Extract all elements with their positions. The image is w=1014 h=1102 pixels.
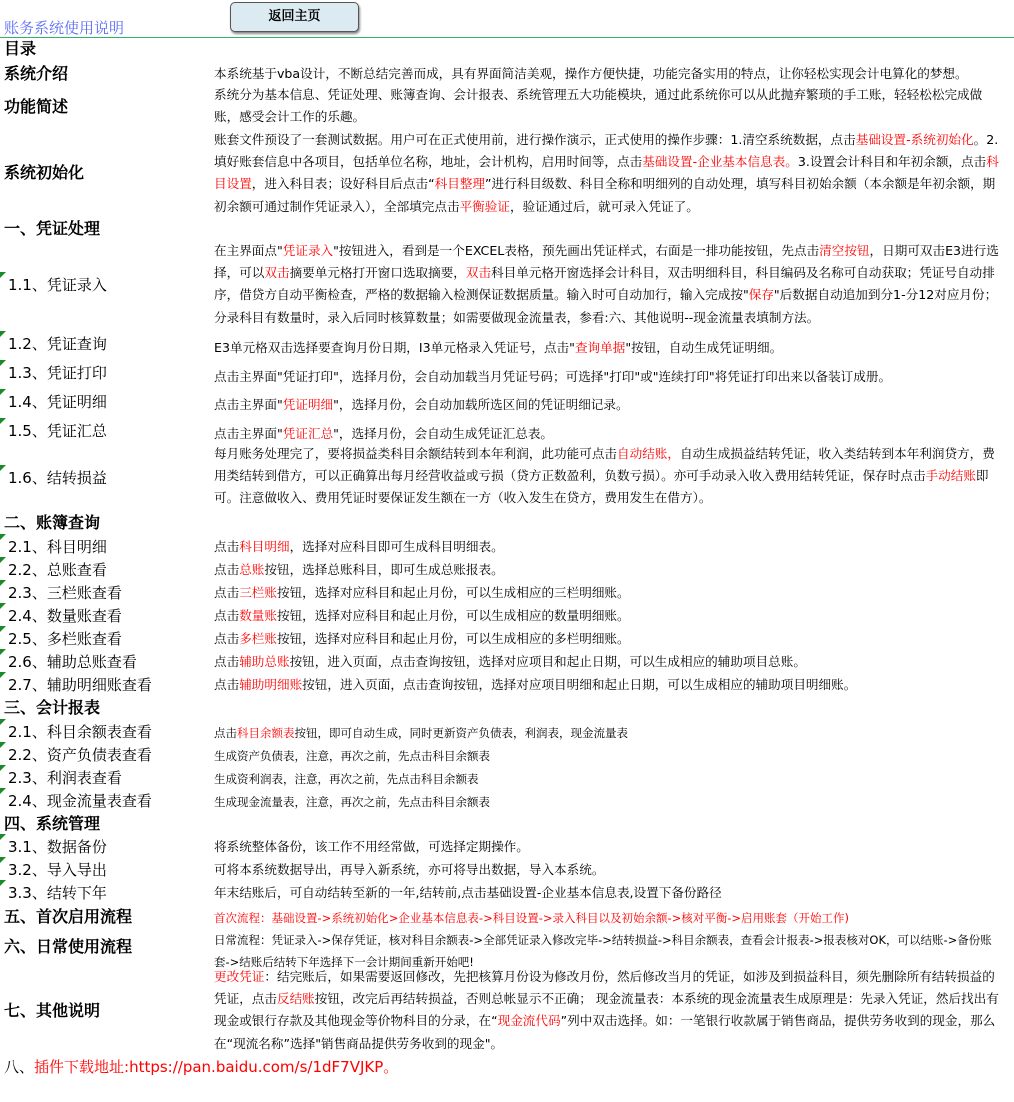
subsection-label: 2.3、三栏账查看 xyxy=(8,584,122,602)
text-segment: E3单元格双击选择要查询月份日期，I3单元格录入凭证号，点击" xyxy=(214,340,575,355)
text-segment: ”列中双击选择。如：一笔银行收款属于销售商品，提供劳务收到的现金，那么在“现流名称”选择"销售商品提供劳务收到的现金"。 xyxy=(214,1013,996,1051)
subsection-label: 2.7、辅助明细账查看 xyxy=(8,676,152,694)
description-text xyxy=(214,443,1004,510)
text-segment: 点击 xyxy=(214,539,240,554)
description-text xyxy=(214,791,1004,813)
text-segment: 科目单元格开窗选择会计科目，双击明细科目，科目编码及名称可自动获取；凭证号自动排序，借贷方自动平衡检查，严格的数据输入检测保证数据质量。输入时可自动加行，输入完成按" xyxy=(214,265,995,303)
text-segment: 生成资产负债表，注意，再次之前，先点击科目余额表 xyxy=(214,749,490,763)
section-heading: 七、其他说明 xyxy=(4,1001,101,1020)
description-text xyxy=(214,559,1004,581)
text-segment: 即可。注意做收入、费用凭证时要保证发生额在一方（收入发生在贷方，费用发生在借方）。 xyxy=(214,468,989,506)
highlighted-term: 自动结账， xyxy=(617,446,680,461)
download-link-row xyxy=(4,1056,398,1077)
highlighted-term: 反结账 xyxy=(276,991,315,1007)
highlighted-term: 现金流代码 xyxy=(497,1013,561,1029)
text-segment: 点击 xyxy=(214,631,240,646)
subsection-label: 2.2、总账查看 xyxy=(8,561,107,579)
text-segment: 在主界面点" xyxy=(214,243,283,258)
text-segment: 点击 xyxy=(214,608,240,623)
text-segment: 将系统整体备份，该工作不用经常做，可选择定期操作。 xyxy=(214,839,529,854)
description-text xyxy=(214,337,1004,359)
text-segment: 可将本系统数据导出，再导入新系统，亦可将导出数据，导入本系统。 xyxy=(214,862,605,877)
text-segment: 按钮，改完后再结转损益，否则总帐显示不正确； 现金流量表：本系统的现金流量表生成原理是：先录入凭证，然后找出有现金或银行存款及其他现金等价物科目的分录，在“ xyxy=(214,991,999,1029)
subsection-label: 1.6、结转损益 xyxy=(8,469,107,487)
text-segment: 按钮，进入页面，点击查询按钮，选择对应项目和起止日期，可以生成相应的辅助项目总账。 xyxy=(289,654,806,669)
text-segment: 自动生成损益结转凭证，收入类结转到本年利润贷方，费用类结转到借方，可以正确算出每月经营收益或亏损（贷方正数盈利，负数亏损）。亦可手动录入收入费用结转凭证，保存时点击 xyxy=(214,446,995,484)
highlighted-term: 科目设置 xyxy=(214,154,999,192)
subsection-label: 3.3、结转下年 xyxy=(8,884,107,902)
description-text xyxy=(214,966,1004,1055)
description-text xyxy=(214,882,1004,904)
section-heading: 四、系统管理 xyxy=(4,814,101,833)
section-heading: 系统初始化 xyxy=(4,163,85,182)
section-heading: 二、账簿查询 xyxy=(4,513,101,532)
highlighted-term: 基础设置-企业基本信息表。 xyxy=(642,154,798,170)
highlighted-term: 清空按钮 xyxy=(819,243,870,258)
highlighted-term: 科目整理 xyxy=(434,176,485,192)
section-heading: 六、日常使用流程 xyxy=(4,937,133,956)
subsection-label: 1.1、凭证录入 xyxy=(8,276,107,294)
section-heading: 系统介绍 xyxy=(4,64,69,83)
subsection-label: 2.4、现金流量表查看 xyxy=(8,792,152,810)
document-title: 账务系统使用说明 xyxy=(4,19,125,37)
description-text xyxy=(214,240,1004,329)
text-segment: 摘要单元格打开窗口选取摘要， xyxy=(289,265,466,281)
text-segment: 按钮，选择总账科目，即可生成总账报表。 xyxy=(264,562,504,577)
text-segment: 3.设置会计科目和年初余额，点击 xyxy=(797,154,987,170)
subsection-label: 2.6、辅助总账查看 xyxy=(8,653,137,671)
highlighted-term: 双击 xyxy=(465,265,492,281)
text-segment: ：结完账后，如果需要返回修改，先把核算月份设为修改月份，然后修改当月的凭证，如涉及到损益科目，须先删除所有结转损益的凭证，点击 xyxy=(214,969,995,1007)
subsection-label: 2.2、资产负债表查看 xyxy=(8,746,152,764)
highlighted-term: 科目余额表 xyxy=(237,726,295,740)
text-segment: "按钮进入，看到是一个EXCEL表格，预先画出凭证样式，右面是一排功能按钮，先点击 xyxy=(333,243,820,258)
footer-prefix: 八、 xyxy=(4,1058,35,1076)
highlighted-term: 辅助总账 xyxy=(239,654,290,669)
highlighted-term: 辅助明细账 xyxy=(239,677,303,692)
text-segment: 按钮，即可自动生成，同时更新资产负债表，利润表，现金流量表 xyxy=(294,726,628,740)
description-text xyxy=(214,836,1004,858)
highlighted-term: 手动结账 xyxy=(925,468,976,484)
highlighted-term: 更改凭证 xyxy=(214,969,265,984)
text-segment: ”进行科目级数、科目全称和明细列的自动处理，填写科目初始余额（本余额是年初余额，期初余额可通过制作凭证录入），全部填完点击 xyxy=(214,176,996,214)
highlighted-term: 查询单据 xyxy=(574,340,626,355)
subsection-label: 1.4、凭证明细 xyxy=(8,393,107,411)
text-segment: 账套文件预设了一套测试数据。用户可在正式使用前，进行操作演示，正式使用的操作步骤：1.清空系统数据，点击 xyxy=(214,132,856,147)
description-text xyxy=(214,651,1004,673)
subsection-label: 3.1、数据备份 xyxy=(8,838,107,856)
description-text xyxy=(214,582,1004,604)
text-segment: "按钮，自动生成凭证明细。 xyxy=(625,340,783,355)
description-text xyxy=(214,859,1004,881)
text-segment: 点击 xyxy=(214,654,240,669)
text-segment: 年末结账后，可自动结转至新的一年,结转前,点击基础设置-企业基本信息表,设置下备份路径 xyxy=(214,885,722,900)
highlighted-term: 数量账 xyxy=(239,608,277,623)
subsection-label: 2.3、利润表查看 xyxy=(8,769,122,787)
description-text xyxy=(214,366,1004,388)
highlighted-term: 三栏账 xyxy=(239,585,277,600)
text-segment: 按钮，选择对应科目和起止月份，可以生成相应的三栏明细账。 xyxy=(276,585,630,600)
text-segment: "，选择月份，会自动加载所选区间的凭证明细记录。 xyxy=(333,397,629,412)
section-heading: 五、首次启用流程 xyxy=(4,907,133,926)
description-text xyxy=(214,722,1004,744)
highlighted-term: 平衡验证 xyxy=(459,198,510,214)
description-text xyxy=(214,745,1004,767)
text-segment: 点击主界面" xyxy=(214,426,283,441)
text-segment: 点击 xyxy=(214,585,240,600)
section-heading: 三、会计报表 xyxy=(4,698,101,717)
description-text xyxy=(214,628,1004,650)
subsection-label: 2.1、科目余额表查看 xyxy=(8,723,152,741)
text-segment: 生成现金流量表，注意，再次之前，先点击科目余额表 xyxy=(214,795,490,809)
subsection-label: 1.2、凭证查询 xyxy=(8,335,107,353)
text-segment: ，选择对应科目即可生成科目明细表。 xyxy=(289,539,504,554)
description-text xyxy=(214,63,1004,85)
text-segment: ，验证通过后，就可录入凭证了。 xyxy=(509,198,699,214)
text-segment: 按钮，选择对应科目和起止月份，可以生成相应的多栏明细账。 xyxy=(276,631,630,646)
subsection-label: 1.5、凭证汇总 xyxy=(8,422,107,440)
text-segment: 。2.填好账套信息中各项目，包括单位名称，地址，会计机构，启用时间等，点击 xyxy=(214,132,999,170)
subsection-label: 1.3、凭证打印 xyxy=(8,364,107,382)
text-segment: 日常流程：凭证录入->保存凭证，核对科目余额表->全部凭证录入修改完毕->结转损益->科目余额表，查看会计报表->报表核对OK，可以结账->备份账套->结账后结转下年选择下一会计期间重新开始吧! xyxy=(214,933,992,970)
toc-heading: 目录 xyxy=(4,39,37,58)
plugin-download-link[interactable]: 插件下载地址:https://pan.baidu.com/s/1dF7VJKP。 xyxy=(34,1058,399,1076)
description-text xyxy=(214,129,1004,218)
text-segment: "，选择月份，会自动生成凭证汇总表。 xyxy=(333,426,554,441)
description-text xyxy=(214,605,1004,627)
text-segment: 点击 xyxy=(214,562,240,577)
subsection-label: 3.2、导入导出 xyxy=(8,861,107,879)
description-text xyxy=(214,768,1004,790)
description-text xyxy=(214,394,1004,416)
text-segment: "后数据自动追加到分1-分12对应月份；分录科目有数量时，录入后同时核算数量；如需要做现金流量表，参看:六、其他说明--现金流量表填制方法。 xyxy=(214,287,998,325)
highlighted-term: 保存 xyxy=(748,287,774,303)
text-segment: 系统分为基本信息、凭证处理、账簿查询、会计报表、系统管理五大功能模块，通过此系统你可以从此抛弃繁琐的手工账，轻轻松松完成做账，感受会计工作的乐趣。 xyxy=(214,87,983,125)
text-segment: ，进入科目表；设好科目后点击“ xyxy=(251,176,435,192)
text-segment: 点击 xyxy=(214,677,240,692)
divider xyxy=(0,37,1014,38)
highlighted-term: 科目明细 xyxy=(239,539,290,554)
highlighted-term: 基础设置-系统初始化 xyxy=(855,132,974,147)
description-text xyxy=(214,674,1004,696)
text-segment: 点击主界面" xyxy=(214,397,283,412)
text-segment: 按钮，进入页面，点击查询按钮，选择对应项目明细和起止日期，可以生成相应的辅助项目明细账。 xyxy=(302,677,857,692)
subsection-label: 2.1、科目明细 xyxy=(8,538,107,556)
section-heading: 一、凭证处理 xyxy=(4,219,101,238)
highlighted-term: 凭证汇总 xyxy=(282,426,334,441)
highlighted-term: 总账 xyxy=(239,562,265,577)
text-segment: 点击 xyxy=(214,726,237,740)
highlighted-term: 凭证录入 xyxy=(282,243,334,258)
text-segment: 生成资利润表，注意，再次之前，先点击科目余额表 xyxy=(214,772,479,786)
text-segment: 每月账务处理完了，要将损益类科目余额结转到本年利润，此功能可点击 xyxy=(214,446,617,461)
highlighted-term: 双击 xyxy=(264,265,290,281)
highlighted-term: 凭证明细 xyxy=(282,397,334,412)
text-segment: 本系统基于vba设计，不断总结完善而成，具有界面简洁美观，操作方便快捷，功能完备实用的特点，让你轻松实现会计电算化的梦想。 xyxy=(214,66,968,81)
description-text xyxy=(214,907,1004,929)
description-text xyxy=(214,423,1004,445)
section-heading: 功能简述 xyxy=(4,97,69,116)
text-segment: ，日期可双击E3进行选择，可以 xyxy=(214,243,999,281)
text-segment: 按钮，选择对应科目和起止月份，可以生成相应的数量明细账。 xyxy=(276,608,630,623)
home-button[interactable]: 返回主页 xyxy=(230,2,359,32)
description-text xyxy=(214,84,1004,128)
description-text xyxy=(214,536,1004,558)
highlighted-term: 多栏账 xyxy=(239,631,277,646)
text-segment: 点击主界面"凭证打印"，选择月份，会自动加载当月凭证号码；可选择"打印"或"连续打印"将凭证打印出来以备装订成册。 xyxy=(214,369,892,384)
highlighted-term: 首次流程：基础设置->系统初始化>企业基本信息表->科目设置->录入科目以及初始余额->核对平衡->启用账套（开始工作) xyxy=(214,911,850,925)
subsection-label: 2.4、数量账查看 xyxy=(8,607,122,625)
subsection-label: 2.5、多栏账查看 xyxy=(8,630,122,648)
